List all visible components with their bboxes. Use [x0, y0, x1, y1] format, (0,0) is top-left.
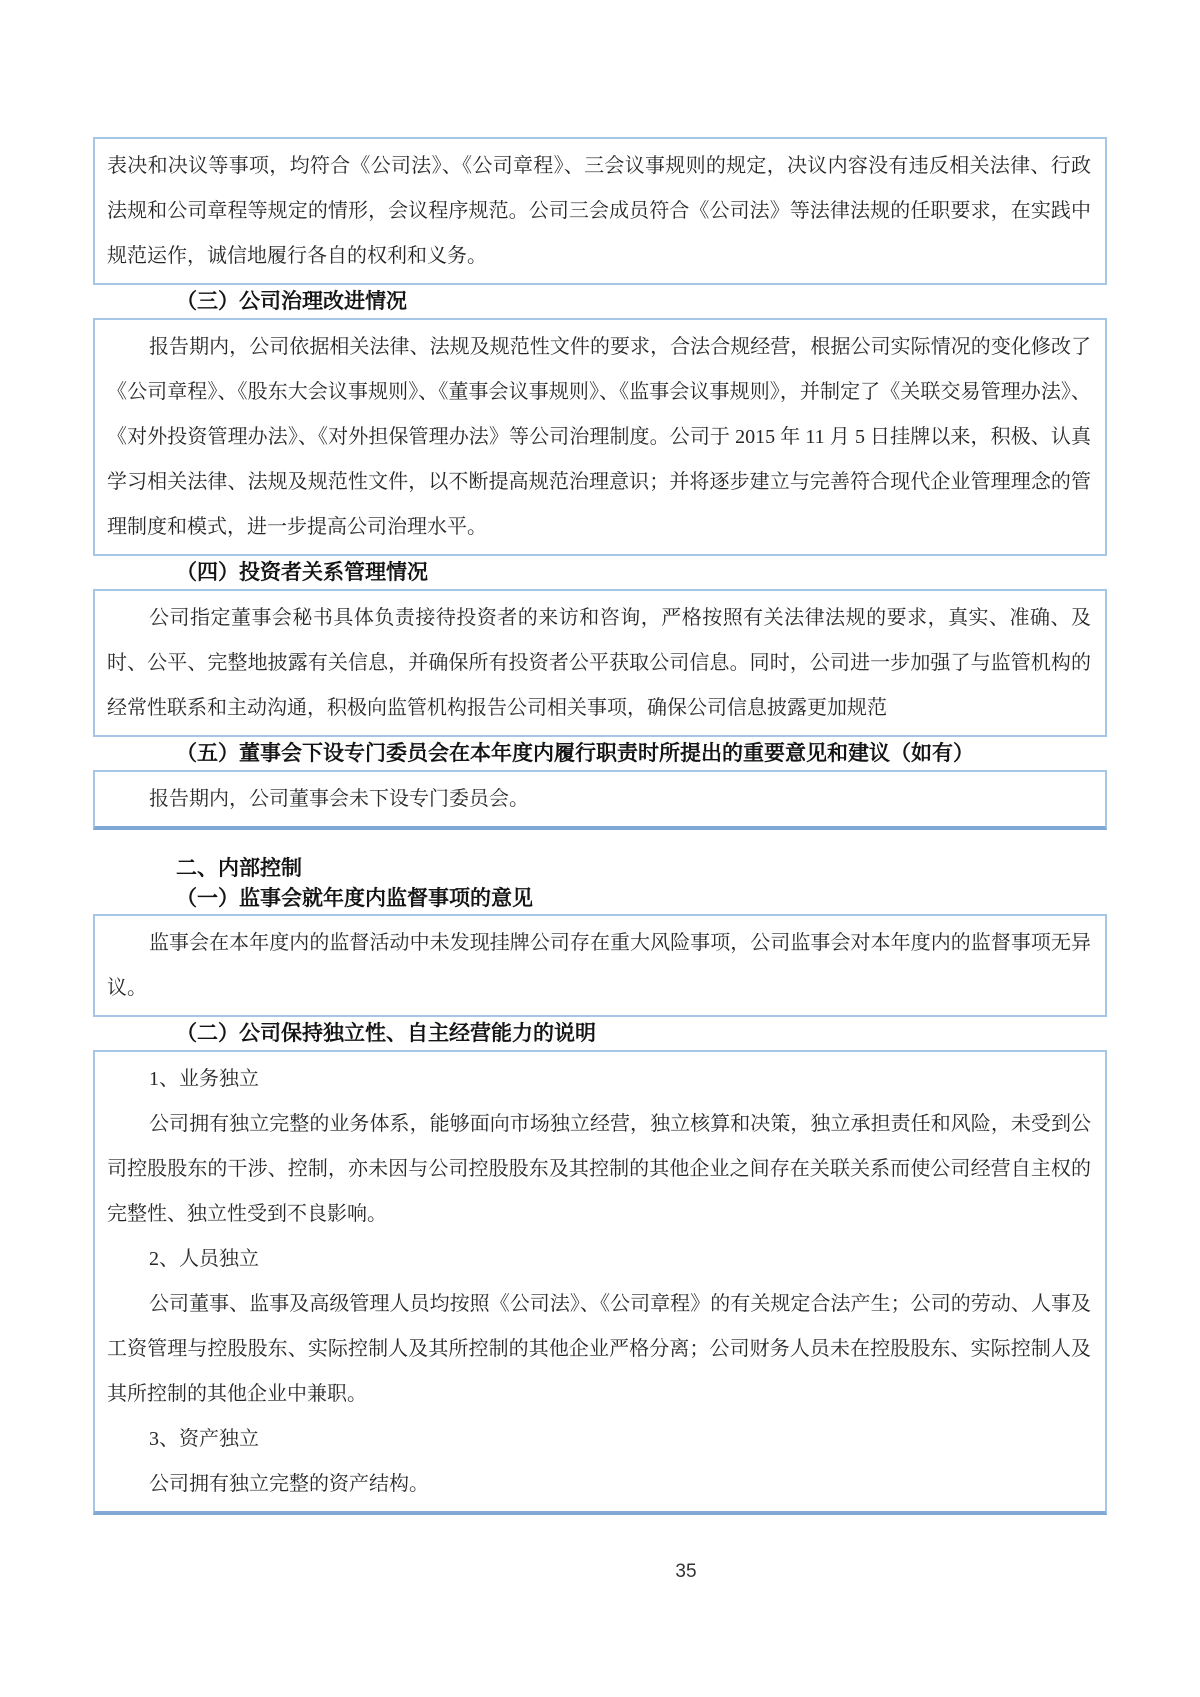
subheading-asset-independence: 3、资产独立 — [149, 1428, 259, 1450]
paragraph-investor-relations: 公司指定董事会秘书具体负责接待投资者的来访和咨询，严格按照有关法律法规的要求，真实、准确、及时、公平、完整地披露有关信息，并确保所有投资者公平获取公司信息。同时，公司进一步加强了与监管机构的经常性联系和主动沟通，积极向监管机构报告公司相关事项，确保公司信息披露更加规范 — [107, 607, 1091, 719]
subheading-personnel-independence: 2、人员独立 — [149, 1248, 259, 1270]
heading-independence-statement: （二）公司保持独立性、自主经营能力的说明 — [176, 1021, 596, 1045]
text-box-governance-improvement — [93, 318, 1107, 556]
text-box-supervisory-opinion — [93, 914, 1107, 1017]
text-box-meeting-compliance — [93, 137, 1107, 285]
subheading-business-independence: 1、业务独立 — [149, 1068, 259, 1090]
heading-investor-relations: （四）投资者关系管理情况 — [176, 560, 428, 584]
text-box-independence-statement — [93, 1050, 1107, 1515]
paragraph-supervisory-opinion: 监事会在本年度内的监督活动中未发现挂牌公司存在重大风险事项，公司监事会对本年度内的监督事项无异议。 — [107, 932, 1091, 999]
paragraph-board-committees: 报告期内，公司董事会未下设专门委员会。 — [149, 788, 529, 810]
section-title-internal-control: 二、内部控制 — [176, 856, 302, 880]
heading-governance-improvement: （三）公司治理改进情况 — [176, 289, 407, 313]
paragraph-business-independence: 公司拥有独立完整的业务体系，能够面向市场独立经营，独立核算和决策，独立承担责任和风险，未受到公司控股股东的干涉、控制，亦未因与公司控股股东及其控制的其他企业之间存在关联关系而使公司经营自主权的完整性、独立性受到不良影响。 — [107, 1113, 1091, 1225]
text-box-investor-relations — [93, 589, 1107, 737]
heading-supervisory-opinion: （一）监事会就年度内监督事项的意见 — [176, 886, 533, 910]
paragraph-personnel-independence: 公司董事、监事及高级管理人员均按照《公司法》、《公司章程》的有关规定合法产生；公司的劳动、人事及工资管理与控股股东、实际控制人及其所控制的其他企业严格分离；公司财务人员未在控股股东、实际控制人及其所控制的其他企业中兼职。 — [107, 1293, 1091, 1405]
paragraph-meeting-compliance: 表决和决议等事项，均符合《公司法》、《公司章程》、三会议事规则的规定，决议内容没有违反相关法律、行政法规和公司章程等规定的情形，会议程序规范。公司三会成员符合《公司法》等法律法规的任职要求，在实践中规范运作，诚信地履行各自的权利和义务。 — [107, 155, 1091, 267]
document-content — [93, 137, 1107, 1583]
paragraph-asset-independence: 公司拥有独立完整的资产结构。 — [149, 1473, 429, 1495]
page-number: 35 — [675, 1561, 697, 1582]
paragraph-governance-improvement: 报告期内，公司依据相关法律、法规及规范性文件的要求，合法合规经营，根据公司实际情况的变化修改了《公司章程》、《股东大会议事规则》、《董事会议事规则》、《监事会议事规则》，并制定了《关联交易管理办法》、《对外投资管理办法》、《对外担保管理办法》等公司治理制度。公司于 2015 年 11 月 5 日挂牌以来，积极、认真学习相关法律、法规及规范性文件，以不断提高规范治理意识；并将逐步建立与完善符合现代企业管理理念的管理制度和模式，进一步提高公司治理水平。 — [107, 336, 1091, 538]
text-box-board-committees — [93, 770, 1107, 830]
heading-board-committees: （五）董事会下设专门委员会在本年度内履行职责时所提出的重要意见和建议（如有） — [176, 741, 974, 765]
